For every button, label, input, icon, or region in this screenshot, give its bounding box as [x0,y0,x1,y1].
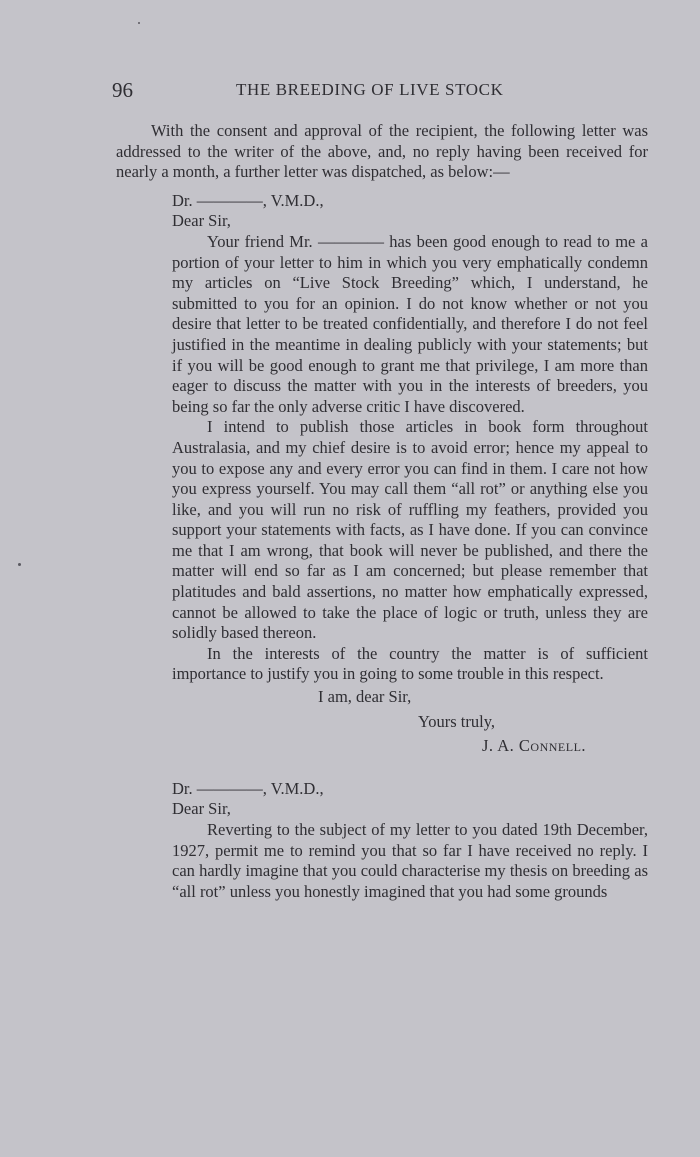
letter-two-addressee: Dr. ————, V.M.D., [172,778,324,798]
page-number: 96 [112,78,133,102]
running-head: THE BREEDING OF LIVE STOCK [236,80,504,99]
intro-paragraph: With the consent and approval of the recipient, the following letter was addressed to the writer of the above, and, no reply having been received for nearly a month, a further letter was dispatched, as below:— [116,121,648,182]
letter-two [172,779,648,903]
letter-one-paragraph: Your friend Mr. ———— has been good enough to read to me a portion of your letter to him in which you very emphatically condemn my articles on “Live Stock Breeding” which, I understand, he submitted to you for an opinion. I do not know whether or not you desire that letter to be treated confidentially, and therefore I do not feel justified in the meantime in dealing publicly with your statements; but if you will be good enough to grant me that privilege, I am more than eager to discuss the matter with you in the interests of breeders, you being so far the only adverse critic I have discovered. [172,231,648,416]
letter-two-paragraph: Reverting to the subject of my letter to you dated 19th December, 1927, permit me to remind you that so far I have received no reply. I can hardly imagine that you could characterise my thesis on breeding as “all rot” unless you honestly imagined that you had some grounds [172,820,648,901]
paper-speck [138,22,140,24]
page-header [112,78,648,104]
page-body [116,121,648,902]
letter-two-salutation: Dear Sir, [172,799,231,819]
letter-one-closing-block [172,687,648,757]
letter-one-addressee: Dr. ————, V.M.D., [172,190,324,210]
letter-one-paragraph: I intend to publish those articles in book form throughout Australasia, and my chief desire is to avoid error; hence my appeal to you to expose any and every error you can find in them. I care not how you express yourself. You may call them “all rot” or anything else you like, and you will run no risk of ruffling my feathers, provided you support your statements with facts, as I have done. If you can convince me that I am wrong, that book will never be published, and there the matter will end so far as I am concerned; but please remember that platitudes and bald assertions, no matter how emphatically expressed, cannot be allowed to take the place of logic or truth, unless they are solidly based thereon. [172,417,648,643]
letter-one-signoff: Yours truly, [418,711,496,731]
letter-one-paragraph: In the interests of the country the matter is of sufficient importance to justify you in going to some trouble in this respect. [172,643,648,684]
letter-one [172,191,648,757]
letter-one-closing: I am, dear Sir, [318,687,412,707]
letter-one-signature: J. A. Connell. [482,736,587,756]
paper-speck [18,563,21,566]
letter-one-salutation: Dear Sir, [172,211,231,231]
